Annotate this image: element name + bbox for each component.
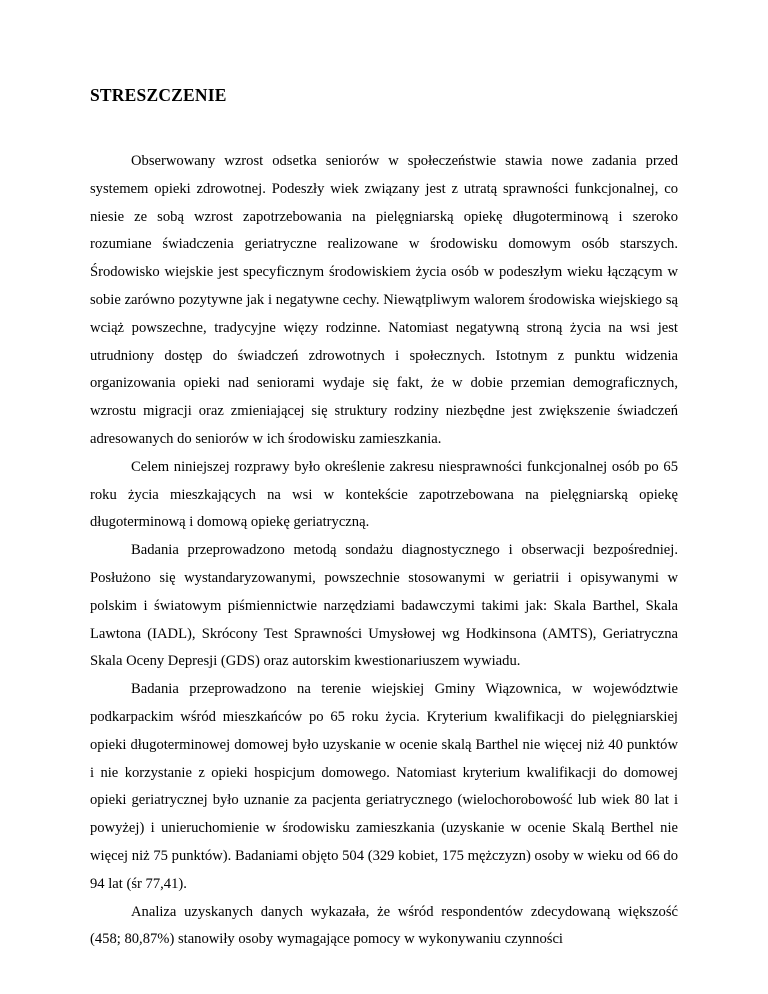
paragraph-methods: Badania przeprowadzono metodą sondażu diagnostycznego i obserwacji bezpośredniej. Posłużono się wystandaryzowanymi, powszechnie stosowanymi w geriatrii i opisywanymi w polskim i światowym piśmiennictwie narzędziami badawczymi takimi jak: Skala Barthel, Skala Lawtona (IADL), Skrócony Test Sprawności Umysłowej wg Hodkinsona (AMTS), Geriatryczna Skala Oceny Depresji (GDS) oraz autorskim kwestionariuszem wywiadu. bbox=[90, 542, 678, 670]
body-text bbox=[90, 148, 678, 954]
page-title: STRESZCZENIE bbox=[90, 85, 227, 105]
paragraph-results: Analiza uzyskanych danych wykazała, że wśród respondentów zdecydowaną większość (458; 80,87%) stanowiły osoby wymagające pomocy w wykonywaniu czynności bbox=[90, 903, 678, 948]
paragraph-aim: Celem niniejszej rozprawy było określenie zakresu niesprawności funkcjonalnej osób po 65 roku życia mieszkających na wsi w kontekście zapotrzebowana na pielęgniarską opiekę długoterminową i domową opiekę geriatryczną. bbox=[90, 458, 678, 531]
paragraph-introduction: Obserwowany wzrost odsetka seniorów w społeczeństwie stawia nowe zadania przed systemem opieki zdrowotnej. Podeszły wiek związany jest z utratą sprawności funkcjonalnej, co niesie ze sobą wzrost zapotrzebowania na pielęgniarską opiekę długoterminową i szeroko rozumiane świadczenia geriatryczne realizowane w środowisku domowym osób starszych. Środowisko wiejskie jest specyficznym środowiskiem życia osób w podeszłym wieku łączącym w sobie zarówno pozytywne jak i negatywne cechy. Niewątpliwym walorem środowiska wiejskiego są wciąż powszechne, tradycyjne więzy rodzinne. Natomiast negatywną stroną życia na wsi jest utrudniony dostęp do świadczeń zdrowotnych i społecznych. Istotnym z punktu widzenia organizowania opieki nad seniorami wydaje się fakt, że w dobie przemian demograficznych, wzrostu migracji oraz zmieniającej się struktury rodziny niezbędne jest zwiększenie świadczeń adresowanych do seniorów w ich środowisku zamieszkania. bbox=[90, 153, 678, 447]
paragraph-study-area: Badania przeprowadzono na terenie wiejskiej Gminy Wiązownica, w województwie podkarpackim wśród mieszkańców po 65 roku życia. Kryterium kwalifikacji do pielęgniarskiej opieki długoterminowej domowej było uzyskanie w ocenie skalą Barthel nie więcej niż 40 punktów i nie korzystanie z opieki hospicjum domowego. Natomiast kryterium kwalifikacji do domowej opieki geriatrycznej było uznanie za pacjenta geriatrycznego (wielochorobowość lub wiek 80 lat i powyżej) i unieruchomienie w środowisku zamieszkania (uzyskanie w ocenie Skalą Berthel nie więcej niż 75 punktów). Badaniami objęto 504 (329 kobiet, 175 mężczyzn) osoby w wieku od 66 do 94 lat (śr 77,41). bbox=[90, 681, 678, 892]
